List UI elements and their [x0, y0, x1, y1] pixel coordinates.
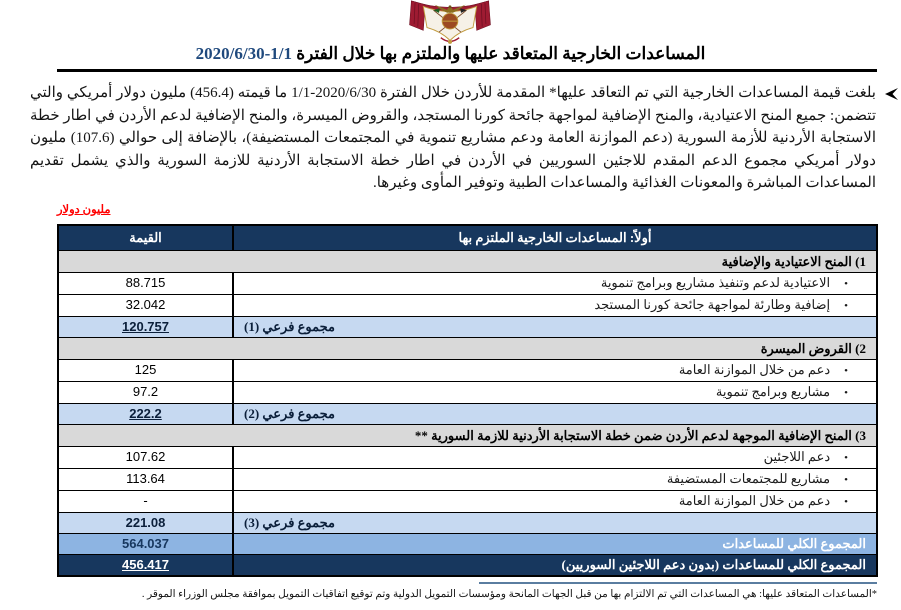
subtotal-value: 222.2 — [59, 404, 234, 424]
bullet-icon: • — [844, 496, 848, 508]
subtotal-label: مجموع فرعي (1) — [244, 319, 335, 334]
item-label-cell — [234, 273, 876, 294]
item-label-cell — [234, 360, 876, 381]
subtotal-label: مجموع فرعي (2) — [244, 406, 335, 421]
section-label: 3) المنح الإضافية الموجهة لدعم الأردن ضمن خطة الاستجابة الأردنية للازمة السورية ** — [414, 428, 866, 443]
table-row — [59, 468, 876, 490]
item-value: 88.715 — [59, 273, 234, 294]
section-label: 2) القروض الميسرة — [760, 341, 866, 356]
table-row — [59, 381, 876, 403]
bullet-icon: • — [844, 452, 848, 464]
item-label: مشاريع وبرامج تنموية — [715, 384, 831, 399]
bullet-icon: • — [844, 300, 848, 312]
item-value: 97.2 — [59, 382, 234, 403]
net-total-label: المجموع الكلي للمساعدات (بدون دعم اللاجئين السوريين) — [561, 557, 866, 572]
unit-label: مليون دولار — [57, 204, 111, 216]
title-divider-rule — [57, 69, 877, 72]
table-row — [59, 446, 876, 468]
section-row-2 — [59, 337, 876, 359]
subtotal-row-2 — [59, 403, 876, 424]
section-row-1 — [59, 250, 876, 272]
item-label: دعم اللاجئين — [763, 449, 831, 464]
grand-total-label: المجموع الكلي للمساعدات — [722, 536, 866, 551]
grand-total-row — [59, 533, 876, 554]
aid-table — [57, 224, 878, 577]
item-value: 107.62 — [59, 447, 234, 468]
bullet-icon: • — [844, 278, 848, 290]
net-total-row — [59, 554, 876, 575]
page-title — [0, 44, 901, 64]
subtotal-label: مجموع فرعي (3) — [244, 515, 335, 530]
net-total-value: 456.417 — [59, 555, 234, 575]
grand-total-value: 564.037 — [59, 534, 234, 554]
item-label-cell — [234, 382, 876, 403]
item-label: إضافية وطارئة لمواجهة جائحة كورنا المستجد — [594, 297, 831, 312]
col-header-value: القيمة — [59, 226, 234, 250]
subtotal-value: 221.08 — [59, 513, 234, 533]
subtotal-value: 120.757 — [59, 317, 234, 337]
item-label: الاعتيادية لدعم وتنفيذ مشاريع وبرامج تنموية — [600, 275, 831, 290]
table-row — [59, 490, 876, 512]
table-row — [59, 294, 876, 316]
item-value: 32.042 — [59, 295, 234, 316]
left-arrowhead-icon — [884, 88, 898, 100]
bullet-icon: • — [844, 474, 848, 486]
subtotal-row-1 — [59, 316, 876, 337]
item-label: دعم من خلال الموازنة العامة — [678, 362, 831, 377]
item-label: دعم من خلال الموازنة العامة — [678, 493, 831, 508]
section-row-3 — [59, 424, 876, 446]
intro-paragraph — [30, 82, 898, 195]
item-label-cell — [234, 491, 876, 512]
page-title-text: المساعدات الخارجية المتعاقد عليها والملتزم بها خلال الفترة — [296, 44, 706, 63]
item-label: مشاريع للمجتمعات المستضيفة — [666, 471, 831, 486]
item-label-cell — [234, 469, 876, 490]
page-title-date: 2020/6/30-1/1 — [195, 44, 292, 63]
intro-text: بلغت قيمة المساعدات الخارجية التي تم التعاقد عليها* المقدمة للأردن خلال الفترة 2020/6/30-1/1 ما قيمته (456.4) مليون دولار أمريكي والتي تتضمن: جميع المنح الاعتيادية، والمنح الإضافية لمواجهة جائحة كورنا المستجد، والقروض الميسرة، والمنح الإضافية لدعم الأردن في اطار خطة الاستجابة الأردنية للأزمة السورية (دعم الموازنة العامة ودعم مشاريع تنموية في المجتمعات المستضيفة)، بالإضافة إلى حوالي (107.6) مليون دولار أمريكي مجموع الدعم المقدم للاجئين السوريين في الأردن في اطار خطة الاستجابة الأردنية للازمة السورية والذي يشمل تقديم المساعدات المباشرة والمعونات الغذائية والمساعدات الطبية وتوفير المأوى وغيرها. — [30, 85, 876, 191]
table-row — [59, 359, 876, 381]
footnote-text: *المساعدات المتعاقد عليها: هي المساعدات التي تم الالتزام بها من قبل الجهات المانحة ومؤسسات التمويل الدولية وتم توقيع اتفاقيات التمويل بموافقة مجلس الوزراء الموقر . — [141, 589, 877, 600]
col-header-title: أولاً: المساعدات الخارجية الملتزم بها — [458, 230, 652, 245]
subtotal-row-3 — [59, 512, 876, 533]
section-label: 1) المنح الاعتيادية والإضافية — [721, 254, 866, 269]
bullet-icon: • — [844, 387, 848, 399]
item-value: 113.64 — [59, 469, 234, 490]
item-value: - — [59, 491, 234, 512]
item-label-cell — [234, 447, 876, 468]
bullet-icon: • — [844, 365, 848, 377]
footnote-divider-rule — [479, 582, 877, 584]
item-value: 125 — [59, 360, 234, 381]
table-header-row — [59, 226, 876, 250]
jordan-coat-of-arms-icon — [404, 0, 496, 46]
item-label-cell — [234, 295, 876, 316]
table-row — [59, 272, 876, 294]
